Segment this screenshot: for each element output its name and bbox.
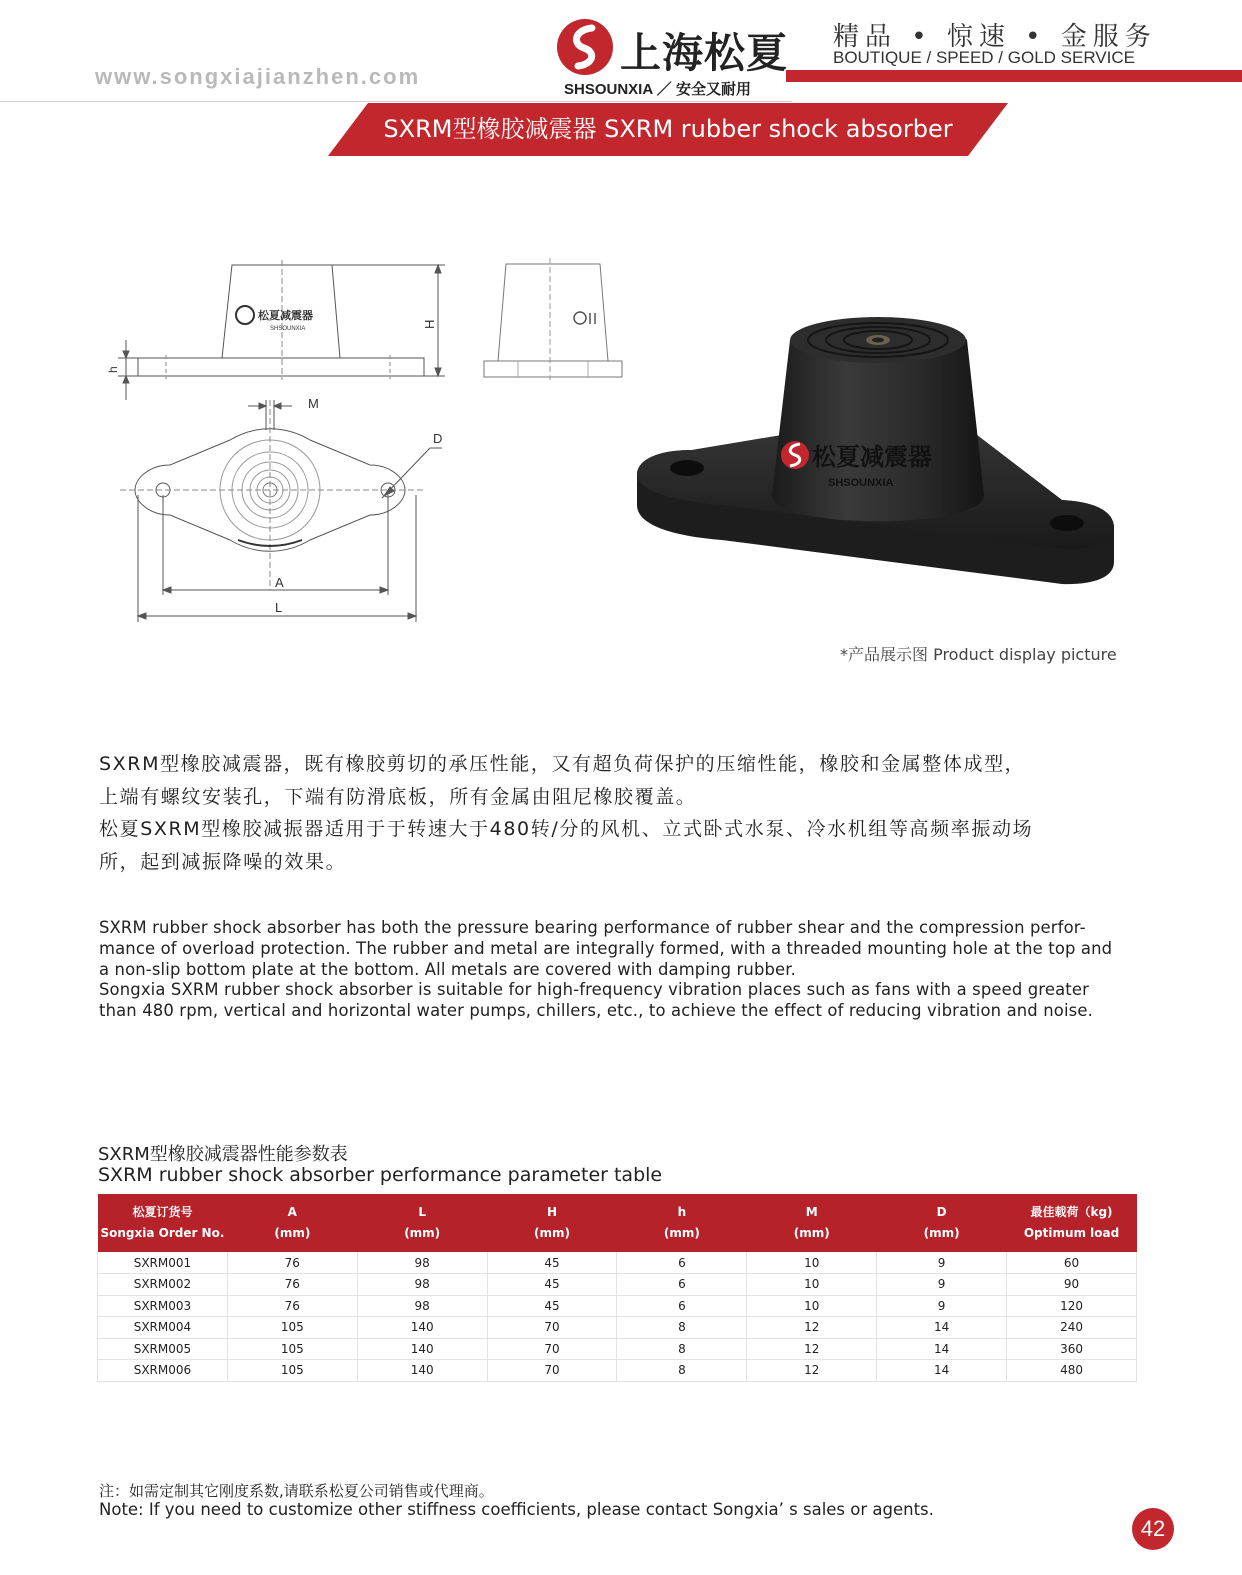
table-row (98, 1317, 1137, 1339)
parameter-table (97, 1194, 1137, 1382)
table-row (98, 1360, 1137, 1382)
table-header-row (98, 1194, 1137, 1252)
header-divider (0, 101, 792, 102)
cell-l: 140 (357, 1360, 487, 1382)
dim-label-H: H (422, 319, 437, 329)
col-header-optimum-load: 最佳载荷（kg) Optimum load (1007, 1194, 1137, 1252)
description-cn-line: SXRM型橡胶减震器，既有橡胶剪切的承压性能，又有超负荷保护的压缩性能，橡胶和金属整体成型， (99, 753, 1026, 775)
table-row (98, 1252, 1137, 1274)
cell-a: 105 (227, 1317, 357, 1339)
cell-h-lower: 8 (617, 1360, 747, 1382)
company-logo (556, 16, 796, 100)
cell-order-no: SXRM003 (98, 1295, 228, 1317)
cell-h-upper: 45 (487, 1295, 617, 1317)
top-view-drawing (120, 390, 443, 625)
logo-slogan: 安全又耐用 (675, 81, 751, 98)
cell-m: 12 (747, 1360, 877, 1382)
cell-optimum-load: 480 (1007, 1360, 1137, 1382)
cell-d: 14 (877, 1317, 1007, 1339)
side-brand-en: SHSOUNXIA (270, 326, 306, 332)
table-row (98, 1338, 1137, 1360)
photo-brand-cn: 松夏减震器 (812, 443, 932, 471)
cell-l: 98 (357, 1274, 487, 1296)
cell-order-no: SXRM006 (98, 1360, 228, 1382)
cell-order-no: SXRM004 (98, 1317, 228, 1339)
note-chinese: 注：如需定制其它刚度系数,请联系松夏公司销售或代理商。 (99, 1482, 494, 1500)
cell-order-no: SXRM005 (98, 1338, 228, 1360)
dim-label-h: h (106, 366, 120, 373)
cell-h-lower: 6 (617, 1252, 747, 1274)
cell-a: 76 (227, 1295, 357, 1317)
table-row (98, 1295, 1137, 1317)
dim-label-D: D (433, 431, 443, 446)
description-english (99, 918, 1144, 1022)
cell-d: 14 (877, 1338, 1007, 1360)
col-header-l: L (mm) (357, 1194, 487, 1252)
product-photo (632, 300, 1122, 590)
description-en-line: than 480 rpm, vertical and horizontal water pumps, chillers, etc., to achieve the effect of reducing vibration and noise. (99, 1001, 1093, 1021)
description-cn-line: 上端有螺纹安装孔，下端有防滑底板，所有金属由阻尼橡胶覆盖。 (99, 785, 697, 808)
cell-h-lower: 8 (617, 1317, 747, 1339)
dim-label-L: L (275, 600, 283, 615)
col-header-a: A (mm) (227, 1194, 357, 1252)
cell-h-upper: 70 (487, 1338, 617, 1360)
cell-d: 9 (877, 1274, 1007, 1296)
cell-m: 10 (747, 1295, 877, 1317)
cell-m: 10 (747, 1274, 877, 1296)
col-header-h-lower: h (mm) (617, 1194, 747, 1252)
table-title-english: SXRM rubber shock absorber performance parameter table (98, 1164, 663, 1186)
table-row (98, 1274, 1137, 1296)
cell-m: 12 (747, 1317, 877, 1339)
photo-caption: *产品展示图 Product display picture (840, 645, 1117, 664)
cell-d: 9 (877, 1295, 1007, 1317)
cell-order-no: SXRM002 (98, 1274, 228, 1296)
cell-l: 98 (357, 1295, 487, 1317)
col-header-d: D (mm) (877, 1194, 1007, 1252)
cell-h-upper: 70 (487, 1317, 617, 1339)
photo-brand-en: SHSOUNXIA (828, 477, 894, 489)
dim-label-M: M (308, 396, 319, 411)
page-number: 42 (1132, 1508, 1174, 1550)
description-en-line: mance of overload protection. The rubber and metal are integrally formed, with a threaded mounting hole at the top and (99, 938, 1113, 958)
description-cn-line: 所，起到减振降噪的效果。 (99, 850, 347, 873)
col-header-h-upper: H (mm) (487, 1194, 617, 1252)
cell-a: 105 (227, 1338, 357, 1360)
cell-a: 105 (227, 1360, 357, 1382)
cell-a: 76 (227, 1274, 357, 1296)
cell-optimum-load: 240 (1007, 1317, 1137, 1339)
dim-label-A: A (275, 575, 284, 590)
header-accent-bar (786, 70, 1242, 82)
website-url: www.songxiajianzhen.com (95, 64, 421, 89)
description-en-line: a non-slip bottom plate at the bottom. All metals are covered with damping rubber. (99, 959, 797, 979)
side-view-drawing (100, 255, 460, 405)
note-english: Note: If you need to customize other stiffness coefficients, please contact Songxia’ s sales or agents. (99, 1500, 934, 1519)
cell-h-lower: 8 (617, 1338, 747, 1360)
logo-english-name (564, 78, 751, 99)
cell-h-upper: 70 (487, 1360, 617, 1382)
title-banner (328, 103, 1008, 156)
description-cn-line: 松夏SXRM型橡胶减振器适用于于转速大于480转/分的风机、立式卧式水泵、冷水机组等高频率振动场 (99, 818, 1034, 840)
cell-optimum-load: 90 (1007, 1274, 1137, 1296)
logo-chinese-name: 上海松夏 (620, 29, 788, 77)
cell-h-upper: 45 (487, 1252, 617, 1274)
cell-optimum-load: 120 (1007, 1295, 1137, 1317)
cell-l: 140 (357, 1338, 487, 1360)
cell-l: 140 (357, 1317, 487, 1339)
description-en-line: SXRM rubber shock absorber has both the pressure bearing performance of rubber shear and the compression perfor- (99, 918, 1086, 937)
slogan-chinese: 精品 • 惊速 • 金服务 (833, 22, 1157, 52)
cell-h-upper: 45 (487, 1274, 617, 1296)
side-brand-cn: 松夏减震器 (258, 309, 313, 322)
table-title-chinese: SXRM型橡胶减震器性能参数表 (98, 1144, 348, 1165)
page-title: SXRM型橡胶减震器 SXRM rubber shock absorber (383, 115, 953, 143)
cell-order-no: SXRM001 (98, 1252, 228, 1274)
cell-a: 76 (227, 1252, 357, 1274)
cell-h-lower: 6 (617, 1274, 747, 1296)
front-view-drawing (478, 258, 628, 383)
description-chinese (99, 748, 1139, 878)
logo-s-icon (556, 18, 614, 76)
cell-m: 10 (747, 1252, 877, 1274)
logo-brand-en: SHSOUNXIA (564, 81, 653, 98)
col-header-order-no: 松夏订货号 Songxia Order No. (98, 1194, 228, 1252)
cell-optimum-load: 360 (1007, 1338, 1137, 1360)
cell-d: 9 (877, 1252, 1007, 1274)
cell-m: 12 (747, 1338, 877, 1360)
cell-l: 98 (357, 1252, 487, 1274)
description-en-line: Songxia SXRM rubber shock absorber is suitable for high-frequency vibration places such as fans with a speed greater (99, 980, 1089, 1000)
slogan-english: BOUTIQUE / SPEED / GOLD SERVICE (833, 48, 1135, 67)
col-header-m: M (mm) (747, 1194, 877, 1252)
logo-separator: ／ (656, 81, 676, 98)
cell-d: 14 (877, 1360, 1007, 1382)
cell-h-lower: 6 (617, 1295, 747, 1317)
cell-optimum-load: 60 (1007, 1252, 1137, 1274)
